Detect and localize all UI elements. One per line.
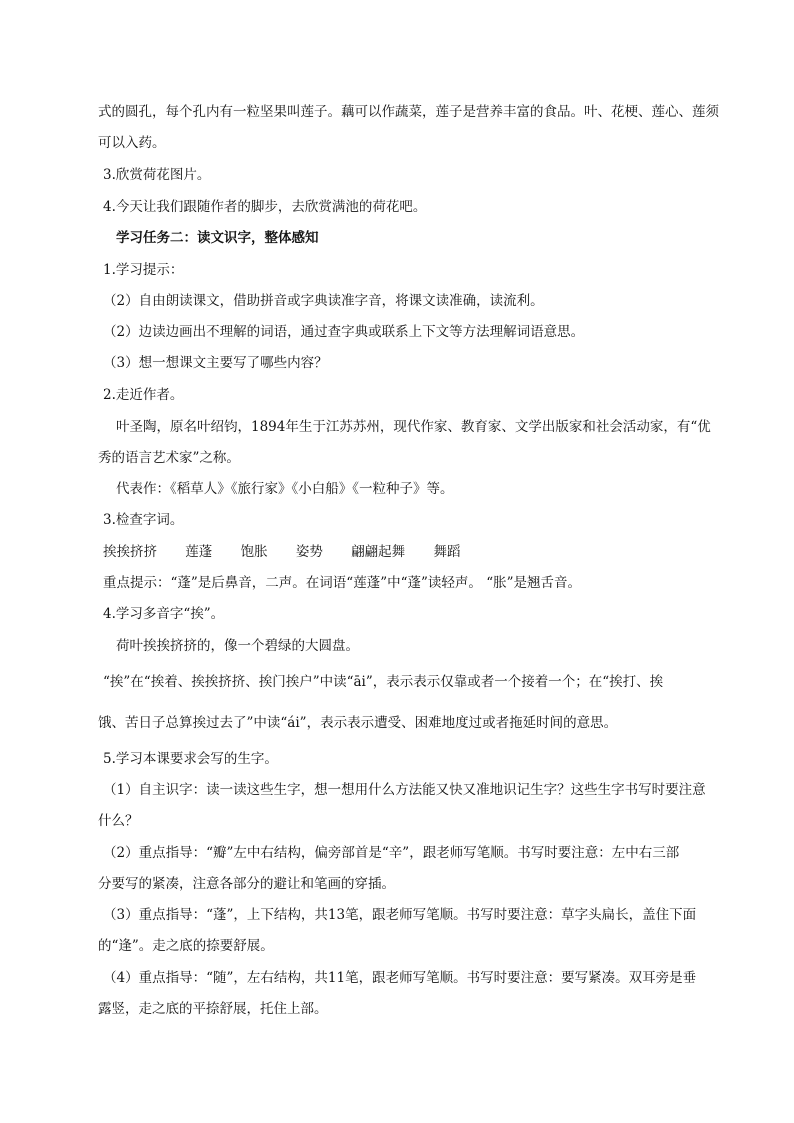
paragraph-line: 重点提示：“蓬”是后鼻音，二声。在词语“莲蓬”中“蓬”读轻声。 “胀”是翘舌音。 <box>103 575 582 591</box>
section-heading: 学习任务二：读文识字，整体感知 <box>116 230 319 246</box>
paragraph-line: 3.欣赏荷花图片。 <box>103 167 211 183</box>
paragraph-line: 式的圆孔，每个孔内有一粒坚果叫莲子。藕可以作蔬菜，莲子是营养丰富的食品。叶、花梗、莲心、莲须 <box>98 104 719 120</box>
word-item: 挨挨挤挤 <box>103 544 157 560</box>
paragraph-line: （2）边读边画出不理解的词语，通过查字典或联系上下文等方法理解词语意思。 <box>103 324 585 340</box>
paragraph-line: 1.学习提示： <box>103 262 184 278</box>
paragraph-line: 4.今天让我们跟随作者的脚步，去欣赏满池的荷花吧。 <box>103 199 427 215</box>
paragraph-line: （3）想一想课文主要写了哪些内容？ <box>103 355 328 371</box>
word-list <box>103 543 484 561</box>
paragraph-line: “挨”在“挨着、挨挨挤挤、挨门挨户”中读“āi”，表示表示仅靠或者一个接着一个；在“挨打、挨 <box>103 674 664 690</box>
paragraph-line: 4.学习多音字“挨”。 <box>103 606 225 622</box>
word-item: 饱胀 <box>240 544 268 560</box>
word-item: 舞蹈 <box>433 544 461 560</box>
paragraph-line: 秀的语言艺术家”之称。 <box>98 450 240 466</box>
paragraph-line: 代表作：《稻草人》《旅行家》《小白船》《一粒种子》等。 <box>116 481 454 497</box>
paragraph-line: 分要写的紧凑，注意各部分的避让和笔画的穿插。 <box>98 876 395 892</box>
word-item: 莲蓬 <box>185 544 213 560</box>
word-item: 翩翩起舞 <box>351 544 406 560</box>
paragraph-line: （4）重点指导：“随”，左右结构，共11笔，跟老师写笔顺。书写时要注意：要写紧凑。双耳旁是垂 <box>103 970 697 986</box>
paragraph-line: 的“逢”。走之底的捺要舒展。 <box>98 938 274 954</box>
paragraph-line: 3.检查字词。 <box>103 512 184 528</box>
paragraph-line: 什么？ <box>98 813 139 829</box>
paragraph-line: （1）自主识字：读一读这些生字，想一想用什么方法能又快又准地识记生字？这些生字书写时要注意 <box>103 782 706 798</box>
paragraph-line: （2）重点指导：“瓣”左中右结构，偏旁部首是“辛”，跟老师写笔顺。书写时要注意：左中右三部 <box>103 845 680 861</box>
paragraph-line: 荷叶挨挨挤挤的，像一个碧绿的大圆盘。 <box>116 638 359 654</box>
paragraph-line: 叶圣陶，原名叶绍钧，1894年生于江苏苏州，现代作家、教育家、文学出版家和社会活动家，有“优 <box>116 419 711 435</box>
paragraph-line: 可以入药。 <box>98 135 166 151</box>
paragraph-line: 5.学习本课要求会写的生字。 <box>103 751 278 767</box>
paragraph-line: （2）自由朗读课文，借助拼音或字典读准字音，将课文读准确，读流利。 <box>103 293 544 309</box>
word-item: 姿势 <box>295 544 323 560</box>
paragraph-line: 露竖，走之底的平捺舒展，托住上部。 <box>98 1001 328 1017</box>
paragraph-line: （3）重点指导：“蓬”，上下结构，共13笔，跟老师写笔顺。书写时要注意：草字头扁长，盖住下面 <box>103 907 697 923</box>
paragraph-line: 2.走近作者。 <box>103 387 184 403</box>
paragraph-line: 饿、苦日子总算挨过去了”中读“ái”，表示表示遭受、困难地度过或者拖延时间的意思。 <box>98 715 618 731</box>
